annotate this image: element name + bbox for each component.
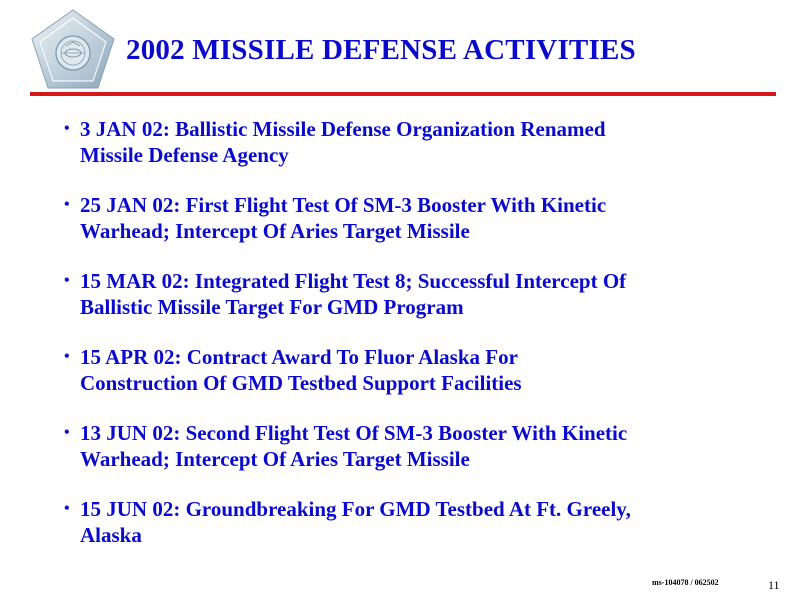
bullet-line-2: Alaska bbox=[80, 523, 142, 547]
bullet-icon: • bbox=[64, 424, 70, 441]
list-item bbox=[58, 268, 778, 320]
bullet-icon: • bbox=[64, 120, 70, 137]
bullet-line-2: Missile Defense Agency bbox=[80, 143, 289, 167]
bullet-line-1: 15 MAR 02: Integrated Flight Test 8; Successful Intercept Of bbox=[80, 269, 627, 293]
list-item bbox=[58, 496, 778, 548]
list-item bbox=[58, 116, 778, 168]
bullet-icon: • bbox=[64, 348, 70, 365]
bullet-line-2: Warhead; Intercept Of Aries Target Missile bbox=[80, 219, 470, 243]
bullet-line-1: 15 APR 02: Contract Award To Fluor Alaska For bbox=[80, 345, 518, 369]
slide-title: 2002 MISSILE DEFENSE ACTIVITIES bbox=[126, 34, 636, 66]
bullet-icon: • bbox=[64, 272, 70, 289]
page-number: 11 bbox=[768, 578, 780, 592]
bullet-line-1: 3 JAN 02: Ballistic Missile Defense Organization Renamed bbox=[80, 117, 606, 141]
bullet-line-1: 25 JAN 02: First Flight Test Of SM-3 Booster With Kinetic bbox=[80, 193, 607, 217]
bullet-icon: • bbox=[64, 500, 70, 517]
bullet-line-2: Ballistic Missile Target For GMD Program bbox=[80, 295, 464, 319]
bullet-icon: • bbox=[64, 196, 70, 213]
bullet-line-2: Warhead; Intercept Of Aries Target Missile bbox=[80, 447, 470, 471]
list-item bbox=[58, 192, 778, 244]
bullet-line-1: 15 JUN 02: Groundbreaking For GMD Testbed At Ft. Greely, bbox=[80, 497, 631, 521]
title-divider bbox=[30, 92, 776, 96]
bullet-line-1: 13 JUN 02: Second Flight Test Of SM-3 Booster With Kinetic bbox=[80, 421, 628, 445]
activity-list bbox=[58, 116, 778, 572]
list-item bbox=[58, 344, 778, 396]
list-item bbox=[58, 420, 778, 472]
pentagon-seal-icon bbox=[30, 8, 116, 90]
document-code: ms-104078 / 062502 bbox=[652, 578, 719, 587]
bullet-line-2: Construction Of GMD Testbed Support Facilities bbox=[80, 371, 522, 395]
